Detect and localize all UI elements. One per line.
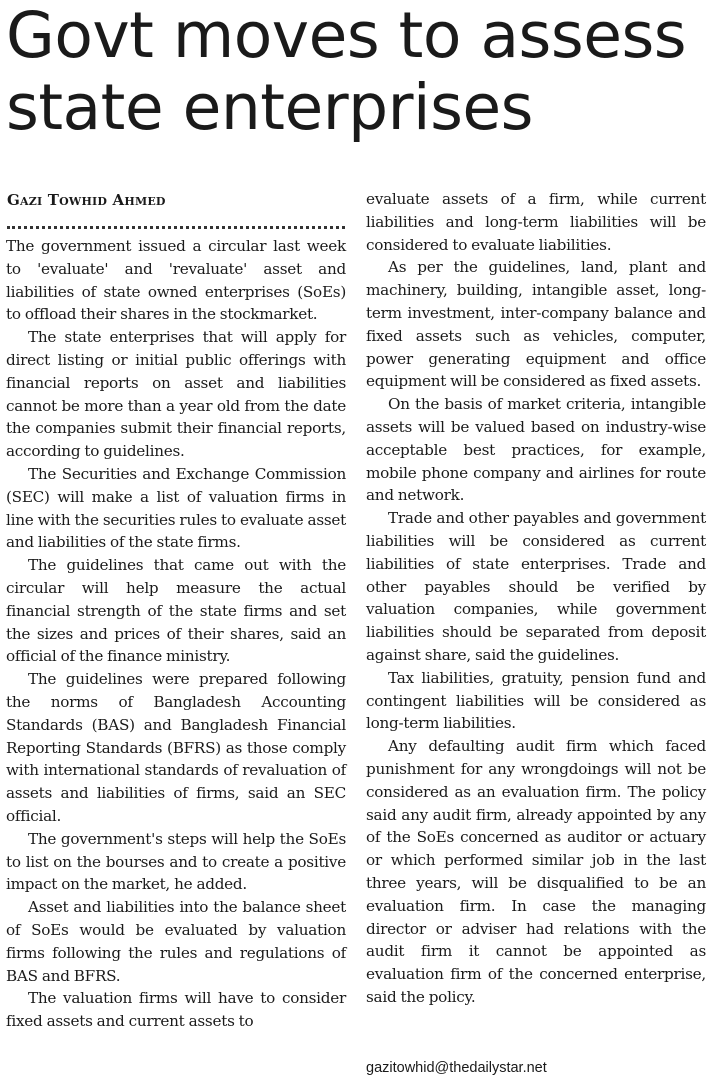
- headline-line-2: state enterprises: [6, 71, 533, 144]
- paragraph: The guidelines were prepared following the norms of Bangladesh Accounting Standards (BAS) and Bangladesh Financial Reporting Standards (BFRS) as those comply with international standards of revaluation of assets and liabilities of firms, said an SEC official.: [6, 670, 346, 825]
- author-email: gazitowhid@thedailystar.net: [366, 1060, 547, 1076]
- article-column-right: [366, 188, 706, 1009]
- paragraph: The government issued a circular last week to 'evaluate' and 'revaluate' asset and liabilities of state owned enterprises (SoEs) to offload their shares in the stockmarket.: [6, 237, 346, 324]
- paragraph: The valuation firms will have to consider fixed assets and current assets to: [6, 989, 346, 1031]
- paragraph: Any defaulting audit firm which faced punishment for any wrongdoings will not be considered as an evaluation firm. The policy said any audit firm, already appointed by any of the SoEs concerned as auditor or actuary or which performed similar job in the last three years, will be disqualified to be an evaluation firm. In case the managing director or adviser had relations with the audit firm it cannot be appointed as evaluation firm of the concerned enterprise, said the policy.: [366, 737, 706, 1006]
- paragraph: Tax liabilities, gratuity, pension fund and contingent liabilities will be considered as long-term liabilities.: [366, 668, 706, 733]
- paragraph: Asset and liabilities into the balance sheet of SoEs would be evaluated by valuation firms following the rules and regulations of BAS and BFRS.: [6, 898, 346, 985]
- headline-line-1: Govt moves to assess: [6, 0, 687, 72]
- byline: Gazi Towhid Ahmed: [7, 191, 166, 209]
- paragraph: The Securities and Exchange Commission (SEC) will make a list of valuation firms in line with the securities rules to evaluate asset and liabilities of the state firms.: [6, 464, 346, 552]
- paragraph: As per the guidelines, land, plant and machinery, building, intangible asset, long-term investment, inter-company balance and fixed assets such as vehicles, computer, power generating equipment and office equipment will be considered as fixed assets.: [366, 258, 706, 391]
- paragraph: The guidelines that came out with the circular will help measure the actual financial strength of the state firms and set the sizes and prices of their shares, said an official of the finance ministry.: [6, 556, 346, 666]
- paragraph: The state enterprises that will apply for direct listing or initial public offerings with financial reports on asset and liabilities cannot be more than a year old from the date the companies submit their financial reports, according to guidelines.: [6, 328, 346, 461]
- paragraph: On the basis of market criteria, intangible assets will be valued based on industry-wise acceptable best practices, for example, mobile phone company and airlines for route and network.: [366, 395, 706, 505]
- paragraph: evaluate assets of a firm, while current liabilities and long-term liabilities will be considered to evaluate liabilities.: [366, 190, 706, 254]
- paragraph: The government's steps will help the SoEs to list on the bourses and to create a positive impact on the market, he added.: [6, 829, 346, 894]
- paragraph: Trade and other payables and government liabilities will be considered as current liabilities of state enterprises. Trade and other payables should be verified by valuation companies, while government liabilities should be separated from deposit against share, said the guidelines.: [366, 509, 706, 664]
- byline-divider: [7, 226, 345, 229]
- headline: [6, 0, 711, 144]
- article-column-left: [6, 235, 346, 1033]
